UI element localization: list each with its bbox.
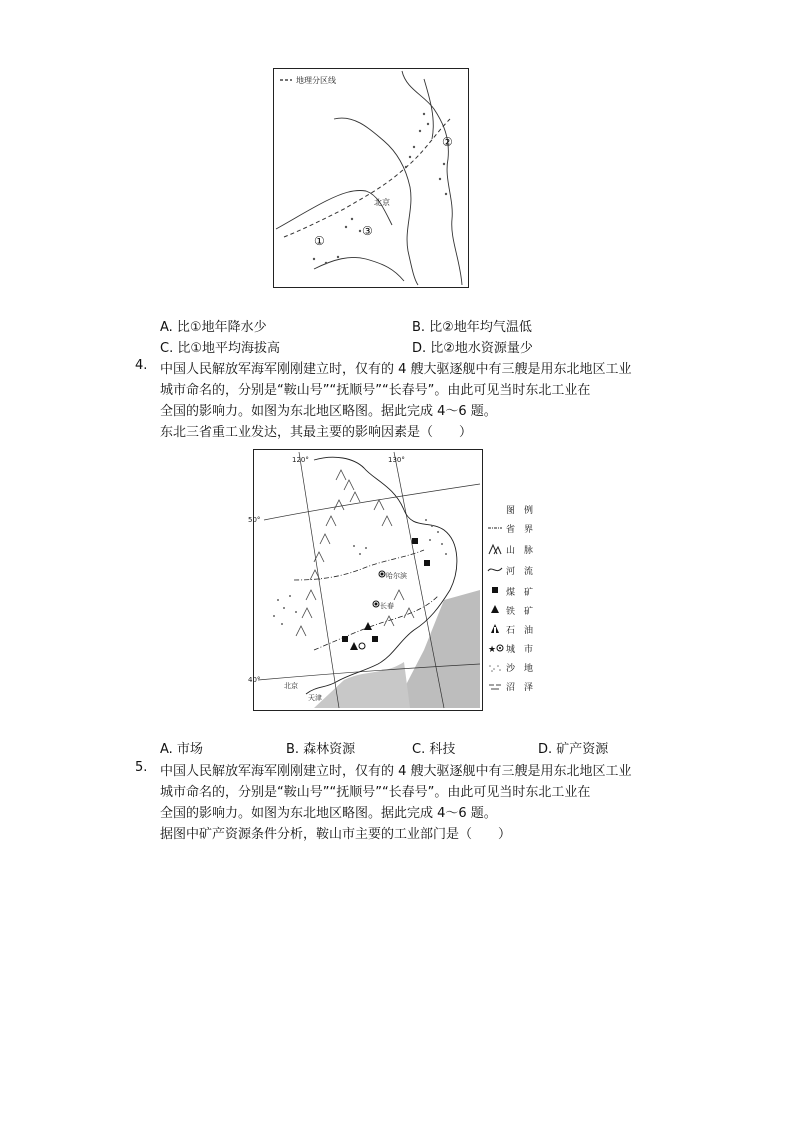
legend-coal: 煤 矿	[506, 588, 534, 598]
city-label-harbin: 哈尔滨	[386, 572, 407, 580]
question-5-number: 5.	[135, 760, 148, 775]
lat-label-40: 40°	[248, 676, 261, 684]
question-5-line-1: 中国人民解放军海军刚刚建立时，仅有的 4 艘大驱逐舰中有三艘是用东北地区工业	[160, 764, 632, 779]
iron-mine-icon	[491, 605, 499, 613]
legend-city: 城 市	[506, 645, 534, 655]
q4-option-d[interactable]: D. 矿产资源	[538, 742, 609, 757]
legend-sand: 沙 地	[506, 664, 534, 674]
q4-option-c[interactable]: C. 科技	[412, 742, 456, 757]
legend-mountain: 山 脉	[506, 546, 534, 556]
question-5-line-2: 城市命名的，分别是“鞍山号”“抚顺号”“长春号”。由此可见当时东北工业在	[160, 785, 591, 800]
city-icon	[488, 643, 504, 653]
legend-swamp: 沼 泽	[506, 683, 534, 693]
beijing-label: 北京	[374, 198, 390, 207]
marker-1: ①	[314, 234, 325, 248]
legend-river: 河 流	[506, 567, 534, 577]
question-4-line-3: 全国的影响力。如图为东北地区略图。据此完成 4～6 题。	[160, 404, 497, 419]
question-5-stem: 据图中矿产资源条件分析，鞍山市主要的工业部门是（ ）	[160, 827, 512, 842]
map-2-legend	[488, 503, 548, 693]
q3-option-d[interactable]: D. 比②地水资源量少	[412, 341, 533, 356]
swamp-icon	[488, 682, 502, 692]
q3-option-c[interactable]: C. 比①地平均海拔高	[160, 341, 280, 356]
q4-option-a[interactable]: A. 市场	[160, 742, 203, 757]
oil-icon	[491, 624, 499, 633]
river-icon	[488, 565, 502, 575]
legend-boundary: 省 界	[506, 525, 534, 535]
q3-option-b[interactable]: B. 比②地年均气温低	[412, 320, 532, 335]
city-label-beijing: 北京	[284, 682, 298, 690]
coal-mine-icon	[492, 587, 498, 593]
marker-3: ③	[362, 224, 373, 238]
legend-oil: 石 油	[506, 626, 534, 636]
question-4-number: 4.	[135, 358, 148, 373]
lon-label-130: 130°	[388, 456, 405, 464]
question-4-line-2: 城市命名的，分别是“鞍山号”“抚顺号”“长春号”。由此可见当时东北工业在	[160, 383, 591, 398]
legend-title: 图 例	[506, 506, 534, 516]
boundary-icon	[488, 523, 502, 533]
map-1-legend-label: 地理分区线	[296, 76, 336, 85]
sand-icon	[488, 663, 502, 673]
lat-label-50: 50°	[248, 516, 261, 524]
city-label-changchun: 长春	[380, 602, 394, 610]
map-figure-1	[273, 68, 469, 288]
map-2-drawing	[248, 450, 482, 710]
question-4-stem: 东北三省重工业发达，其最主要的影响因素是（ ）	[160, 425, 473, 440]
q4-option-b[interactable]: B. 森林资源	[286, 742, 356, 757]
lon-label-120: 120°	[292, 456, 309, 464]
marker-2: ②	[442, 135, 453, 149]
legend-iron: 铁 矿	[506, 607, 534, 617]
map-figure-2	[248, 449, 483, 711]
map-1-drawing	[274, 69, 468, 287]
question-5-line-3: 全国的影响力。如图为东北地区略图。据此完成 4～6 题。	[160, 806, 497, 821]
mountain-icon	[488, 543, 502, 555]
question-4-line-1: 中国人民解放军海军刚刚建立时，仅有的 4 艘大驱逐舰中有三艘是用东北地区工业	[160, 362, 632, 377]
svg-text:★: ★	[488, 645, 497, 655]
city-label-tianjin: 天津	[308, 694, 322, 702]
q3-option-a[interactable]: A. 比①地年降水少	[160, 320, 267, 335]
